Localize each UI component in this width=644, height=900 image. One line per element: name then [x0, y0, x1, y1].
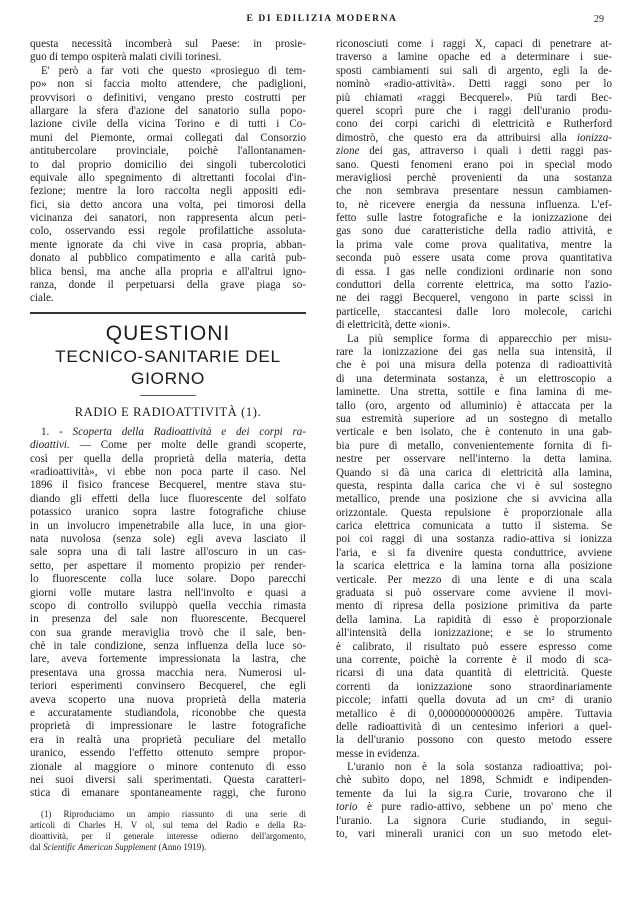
text-line: rare la ionizzazione dei gas nella sua intensità, il — [336, 345, 612, 358]
text-line: mente ignorate da chi vive in casa propria, abban- — [30, 238, 306, 251]
text-line: antitubercolare provinciale, poichè l'allontanamen- — [30, 145, 306, 158]
text-segment: 1. - — [41, 425, 73, 438]
paragraph — [30, 809, 306, 853]
text-line: nestre per osservare nell'interno la detta lamina. — [336, 453, 612, 466]
text-line: sale sopra una di tali lastre all'oscuro in un cas- — [30, 546, 306, 559]
text-line: 1896 il fisico francese Becquerel, mentre stava stu- — [30, 479, 306, 492]
text-line: fetto sulle lastre fotografiche e la ionizzazione dei — [336, 212, 612, 225]
italic-text: ionizza- — [576, 131, 612, 144]
right-column — [336, 38, 612, 841]
text-line: in un involucro impenetrabile alla luce, in una gior- — [30, 519, 306, 532]
text-line: la scarica elettrica e la lamina torna alla posizione — [336, 560, 612, 573]
text-line: graduata si può osservare come avviene il movi- — [336, 587, 612, 600]
title-divider — [140, 395, 196, 396]
text-line: questa, respinta dalla carica che vi è sul sostegno — [336, 479, 612, 492]
footnote — [30, 809, 306, 853]
text-line: po» non si faccia molto attendere, che padiglioni, — [30, 78, 306, 91]
text-line: guo di tempo ospiterà malati civili torinesi. — [30, 51, 222, 64]
text-line: diando gli effetti della luce fluorescente del solfato — [30, 492, 306, 505]
text-line: riconosciuti come i raggi X, capaci di penetrare at- — [336, 38, 612, 50]
text-line: to, nè ricevere energia da nessuna influenza. L'ef- — [336, 198, 612, 211]
italic-text: torio — [336, 801, 358, 814]
text-line: uranico, essendo l'effetto ottenuto sempre propor- — [30, 747, 306, 760]
text-line: traverso a lamine opache ed a determinare i sue- — [336, 51, 612, 64]
article-text — [30, 426, 306, 801]
text-line: nei suoi diversi sali sperimentati. Questa caratteri- — [30, 773, 306, 786]
text-line: della lamina. La rapidità di esso è proporzionale — [336, 613, 612, 626]
text-line: piccole; infatti quella dovuta ad un cm² di uranio — [336, 694, 612, 707]
text-line: allargare la sfera d'azione del sanatorio sulla popo- — [30, 104, 306, 117]
paragraph — [336, 38, 612, 333]
text-line: così per quella della proprietà della materia, detta — [30, 452, 306, 465]
text-line: tallo (oro, argento od alluminio) è attaccata per la — [336, 399, 612, 412]
text-line: aveva scoperto una nuova proprietà della materia — [30, 693, 306, 706]
paragraph — [336, 761, 612, 841]
text-line — [336, 801, 612, 814]
text-line: E' però a far voti che questo «prosieguo di tem- — [41, 64, 306, 77]
paragraph — [336, 333, 612, 762]
text-line: la dell'uranio possono con questo metodo essere — [336, 734, 612, 747]
text-line: chè subito dopo, nel 1898, Schmidt e indipenden- — [336, 774, 612, 787]
text-line: setto, per aspettare il momento propizio per render- — [30, 559, 306, 572]
text-line: ricarsi di una data quantità di elettricità. Queste — [336, 667, 612, 680]
text-line: e accuratamente studiandola, riconobbe che questa — [30, 707, 306, 720]
text-line: in presenza del sale non fluorescente. Becquerel — [30, 613, 306, 626]
text-line — [30, 842, 306, 853]
text-line: che non sembrava presentare nessun cambiamen- — [336, 185, 612, 198]
text-segment: dei gas, attraverso i quali i detti raggi pas- — [359, 145, 612, 158]
text-line: sano. Questi fenomeni erano poi in special modo — [336, 158, 612, 171]
text-line — [30, 439, 306, 452]
text-line: che è poi una misura della potenza di radioattività — [336, 359, 612, 372]
text-line: proprietà di impressionare le lastre fotografiche — [30, 720, 306, 733]
text-line: provvisori o definitivi, vengano presto costrutti per — [30, 91, 306, 104]
text-line: dioattività, per il generale interesse odierno dell'argomento, — [30, 830, 306, 841]
text-line: L'uranio non è la sola sostanza radioattiva; poi- — [347, 761, 612, 774]
text-line: l'uranio. La signora Curie studiando, in segui- — [336, 814, 612, 827]
paragraph — [30, 38, 306, 65]
text-line: chè in tale condizione, senza influenza della luce so- — [30, 640, 306, 653]
text-line: metallico è di 0,00000000000026 ampère. Tuttavia — [336, 707, 612, 720]
text-line: «radioattività», vi ebbe non poca parte il caso. Nel — [30, 465, 306, 478]
italic-text: Scientific American Supplement — [43, 841, 157, 852]
text-line: verticale e ben isolato, che è contenuto in una gab- — [336, 426, 612, 439]
text-line: laminette. Una stretta, sottile e fina lamina di me- — [336, 386, 612, 399]
text-line: bia pure di metallo, convenientemente fornita di fi- — [336, 439, 612, 452]
italic-text: dioattivi. — [30, 439, 70, 452]
text-line: l'aria, e si fa divenire questa conduttrice, avviene — [336, 546, 612, 559]
text-line: scopo di controllo sviluppò quella vecchia rimasta — [30, 599, 306, 612]
text-line: messe in evidenza. — [336, 747, 420, 760]
text-line: sua estremità superiore ad un sostegno di metallo — [336, 412, 612, 425]
text-segment: — Come per molte delle grandi scoperte, — [69, 439, 306, 452]
text-line: ranza, donde il perpetuarsi della grave piaga so- — [30, 279, 306, 292]
text-line: articoli di Charles H. V ol, sul tema del Radio e della Ra- — [30, 819, 306, 830]
text-line: Quando si dà una carica di elettricità alla lamina, — [336, 466, 612, 479]
text-line: teriori esperimenti convinsero Becquerel, che egli — [30, 680, 306, 693]
text-segment: (Anno 1919). — [156, 841, 207, 852]
text-line: fici, sia detto ancora una volta, pei timorosi della — [30, 198, 306, 211]
text-segment: dimostrò, che questo era da attribuirsi alla — [336, 131, 577, 144]
paragraph — [30, 65, 306, 306]
section-subtitle: TECNICO-SANITARIE DEL GIORNO — [55, 347, 281, 388]
text-line: particelle, staccantesi dalle loro molecole, carichi — [336, 305, 612, 318]
text-line: mento di ripresa della posizione primitiva da parte — [336, 600, 612, 613]
text-line: meravigliosi perchè provenienti da una sostanza — [336, 171, 612, 184]
text-line: equivale allo spegnimento di altrettanti focolai d'in- — [30, 171, 306, 184]
text-line: era in realtà una proprietà peculiare del metallo — [30, 733, 306, 746]
text-line: (1) Riproduciamo un ampio riassunto di una serie di — [41, 808, 306, 819]
text-segment: è pure radio-attivo, sebbene un po' meno che — [357, 801, 612, 814]
text-line: lare, aveva fortemente impressionata la lastra, che — [30, 653, 306, 666]
text-line: delle radioattività di un centesimo inferiori a quel- — [336, 720, 612, 733]
text-line: è calibrato, il risultato può essere espresso come — [336, 640, 612, 653]
text-line: temente da lui la sig.ra Curie, trovarono che il — [336, 787, 612, 800]
text-line: stica di emanare spontaneamente raggi, che furono — [30, 787, 306, 800]
text-line: to dal proprio domicilio dei singoli tubercolotici — [30, 158, 306, 171]
text-line: giorni volle mutare lastra nell'involto e quasi a — [30, 586, 306, 599]
text-line: correnti da ionizzazione sono straordinariamente — [336, 680, 612, 693]
paragraph — [30, 426, 306, 801]
text-line — [336, 145, 612, 158]
text-segment: dal — [30, 841, 44, 852]
text-line: ciale. — [30, 292, 54, 305]
text-line: di una determinata sostanza, è un elettroscopio a — [336, 372, 612, 385]
text-line: di elettricità, dette «ioni». — [336, 319, 451, 332]
text-line: questa necessità incomberà sul Paese: in prosie- — [30, 38, 306, 50]
text-line: sposti cambiamenti sui sali di argento, egli la de- — [336, 64, 612, 77]
text-line: blica bensì, ma anche alla propria e all'altrui igno- — [30, 265, 306, 278]
text-line: seconda può essere usata come prova quantitativa — [336, 252, 612, 265]
text-line: con sua grande meraviglia trovò che il sale, ben- — [30, 626, 306, 639]
article-text-continued — [336, 38, 612, 841]
text-line: una corrente, poichè la corrente è il modo di sca- — [336, 653, 612, 666]
text-line: colo, osservando essi regole profilattiche assoluta- — [30, 225, 306, 238]
page-number: 29 — [594, 14, 604, 25]
italic-text: zione — [336, 145, 360, 158]
text-line: orizzontale. Questa repulsione è proporzionale alla — [336, 506, 612, 519]
text-line — [336, 132, 612, 145]
text-line: nata nuvolosa (senza sole) egli aveva lasciato il — [30, 532, 306, 545]
text-line: ne dei raggi Becquerel, vengono in parte scissi in — [336, 292, 612, 305]
text-line: presentava una grossa macchia nera. Numerosi ul- — [30, 666, 306, 679]
text-line: cono dei corpi carichi di elettricità e Rutherford — [336, 118, 612, 131]
text-line: conduttori della corrente elettrica, ma sotto l'azio- — [336, 279, 612, 292]
text-line: nominò «radio-attività». Detti raggi sono per lo — [336, 78, 612, 91]
text-line: gas sono due caratteristiche della radio attività, e — [336, 225, 612, 238]
left-column — [30, 38, 306, 853]
text-line: di essa. I gas nelle condizioni ordinarie non sono — [336, 265, 612, 278]
text-line: vicinanza dei sanatori, non rappresenta alcun peri- — [30, 212, 306, 225]
section-title: QUESTIONI — [105, 321, 231, 345]
text-line: to, vari minerali uranici con un suo metodo elet- — [336, 828, 612, 841]
text-line: fezione; mentre la loro raccolta negli appositi edi- — [30, 185, 306, 198]
article-title: RADIO E RADIOATTIVITÀ (1). — [74, 404, 262, 419]
text-line: La più semplice forma di apparecchio per misu- — [347, 332, 612, 345]
text-line: più chiamati «raggi Becquerel». Più tardi Bec- — [336, 91, 612, 104]
italic-text: Scoperta della Radioattività e dei corpi ra- — [72, 425, 307, 438]
intro-text — [30, 38, 306, 306]
section-divider — [30, 312, 306, 314]
text-line: potassico uranico sopra lastre fotografiche chiuse — [30, 506, 306, 519]
text-line: poi coi raggi di una sostanza radio-attiva si ionizza — [336, 533, 612, 546]
text-line: metallico, prende una posizione che si avvicina alla — [336, 493, 612, 506]
text-line: zionale al maggiore o minore contenuto di esso — [30, 760, 306, 773]
text-line: muni del Piemonte, ormai collegati dal Consorzio — [30, 131, 306, 144]
text-line: querel scoprì pure che i raggi dell'uranio produ- — [336, 104, 612, 117]
text-line: lo fluorescente colla luce solare. Dopo parecchi — [30, 573, 306, 586]
text-line: verticale. Per mezzo di una lente e di una scala — [336, 573, 612, 586]
text-line: carica elettrica comunicata a tutto il sistema. Se — [336, 520, 612, 533]
text-line: donato al pubblico compatimento e alla carità pub- — [30, 252, 306, 265]
text-line: lazione civile della vicina Torino e di tutti i Co- — [30, 118, 306, 131]
text-line — [30, 426, 306, 439]
running-header: E DI EDILIZIA MODERNA — [246, 14, 398, 24]
text-line: la prima vale come prova qualitativa, mentre la — [336, 238, 612, 251]
text-line: all'intensità della ionizzazione; e se lo strumento — [336, 627, 612, 640]
